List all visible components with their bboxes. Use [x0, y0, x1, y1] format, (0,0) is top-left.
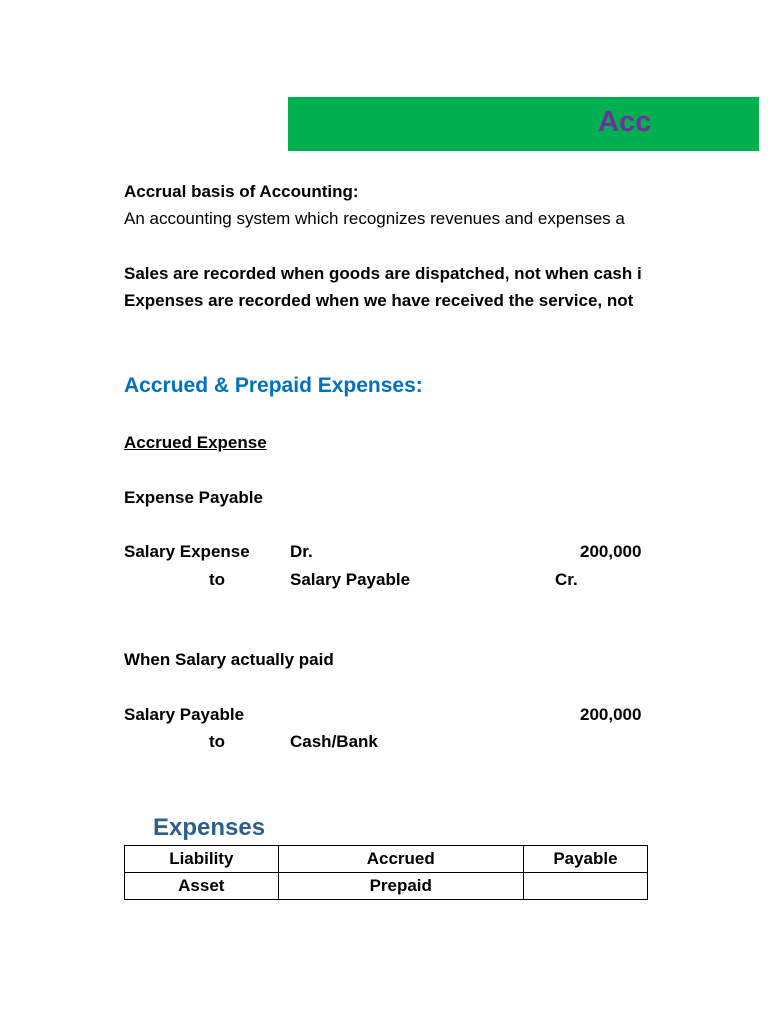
table-cell: Payable	[523, 846, 647, 873]
entry1-dr-label: Dr.	[290, 542, 313, 561]
entry1-cr-label: Cr.	[555, 570, 578, 589]
accrual-definition: An accounting system which recognizes revenues and expenses a	[124, 209, 625, 228]
table-row	[125, 846, 648, 873]
table-row	[125, 873, 648, 900]
section-heading: Accrued & Prepaid Expenses:	[124, 374, 423, 397]
entry2-debit-amount: 200,000	[580, 705, 642, 724]
table-cell	[523, 873, 647, 900]
entry1-to-label: to	[209, 570, 226, 589]
banner-title: Acc	[598, 106, 652, 138]
entry1-debit-amount: 200,000	[580, 542, 642, 561]
sales-rule: Sales are recorded when goods are dispatched, not when cash i	[124, 264, 642, 283]
expense-rule: Expenses are recorded when we have received the service, not	[124, 291, 634, 310]
salary-paid-title: When Salary actually paid	[124, 650, 334, 669]
expenses-table-title: Expenses	[153, 814, 266, 841]
table-cell: Asset	[125, 873, 279, 900]
entry2-to-label: to	[209, 732, 226, 751]
expense-payable-title: Expense Payable	[124, 488, 263, 507]
expenses-table	[124, 845, 648, 900]
entry1-credit-account: Salary Payable	[290, 570, 411, 589]
table-cell: Prepaid	[278, 873, 523, 900]
accrued-expense-title: Accrued Expense	[124, 433, 267, 452]
entry2-debit-account: Salary Payable	[124, 705, 245, 724]
table-cell: Liability	[125, 846, 279, 873]
accrual-heading: Accrual basis of Accounting:	[124, 182, 359, 201]
entry1-debit-account: Salary Expense	[124, 542, 250, 561]
entry2-credit-account: Cash/Bank	[290, 732, 378, 751]
table-cell: Accrued	[278, 846, 523, 873]
